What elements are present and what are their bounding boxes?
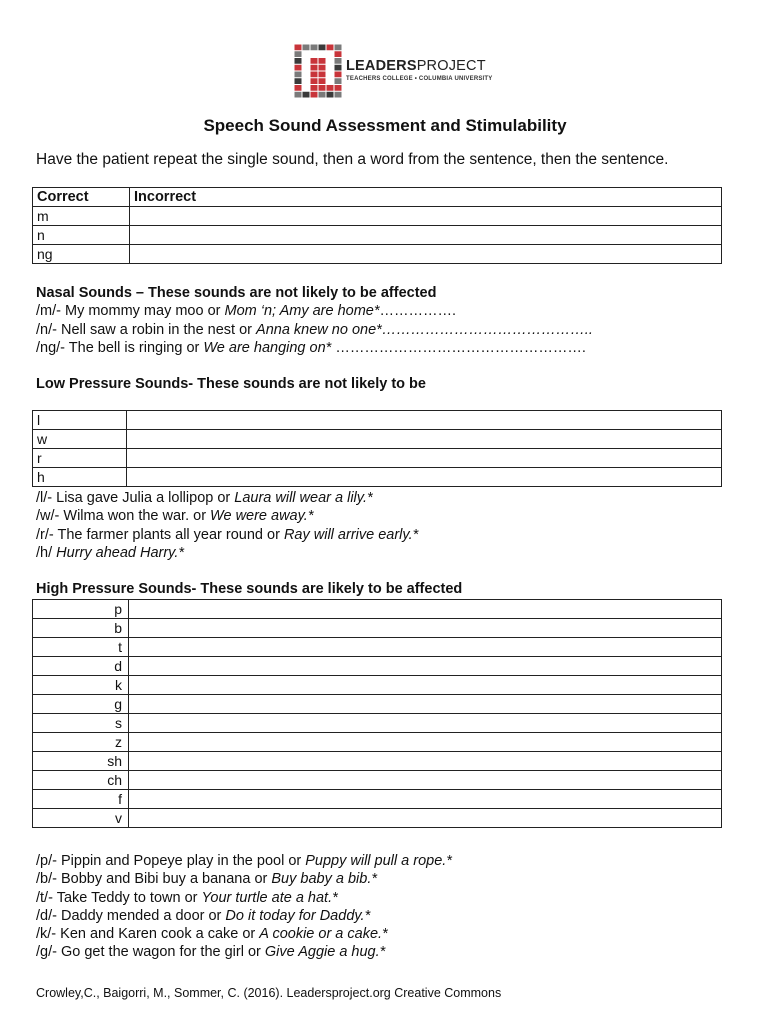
low-pressure-section [36, 489, 462, 598]
table-row [33, 790, 722, 809]
sentence-plain: My mommy may moo or [60, 303, 225, 320]
high-incorrect-cell[interactable] [129, 714, 722, 733]
table-row [33, 657, 722, 676]
high-incorrect-cell[interactable] [129, 771, 722, 790]
logo-name: LEADERSPROJECT [346, 58, 486, 74]
sentence-sound: /m/- [36, 303, 61, 320]
high-sound-cell: sh [33, 752, 129, 771]
high-incorrect-cell[interactable] [129, 752, 722, 771]
sentence-italic: Mom ‘n; Amy are home* [224, 303, 380, 320]
nasal-sounds-section [36, 284, 593, 393]
sentence-sound: /h/ [36, 544, 53, 561]
high-pressure-heading: High Pressure Sounds- These sounds are likely to be affected [36, 581, 463, 598]
logo-text [346, 58, 493, 82]
sentence-sound: /n/- [36, 321, 57, 338]
nasal-heading: Nasal Sounds – These sounds are not likely to be affected [36, 285, 437, 301]
nasal-incorrect-cell[interactable] [130, 245, 722, 264]
high-incorrect-cell[interactable] [129, 790, 722, 809]
sentence-line [36, 870, 452, 888]
sentence-line [36, 544, 462, 562]
page-title: Speech Sound Assessment and Stimulability [203, 116, 567, 135]
table-row [33, 695, 722, 714]
table-row [33, 733, 722, 752]
sentence-line [36, 302, 593, 320]
sentence-italic: Laura will wear a lily.* [234, 490, 373, 506]
high-sound-cell: b [33, 619, 129, 638]
high-sound-cell: t [33, 638, 129, 657]
table-row [33, 226, 722, 245]
nasal-sound-cell: ng [33, 245, 130, 264]
sentence-sound: /ng/- [36, 339, 66, 356]
table-row [33, 714, 722, 733]
sentence-plain: Go get the wagon for the girl or [56, 944, 265, 961]
high-incorrect-cell[interactable] [129, 733, 722, 752]
sentence-italic: Buy baby a bib.* [271, 871, 377, 888]
nasal-incorrect-cell[interactable] [130, 226, 722, 245]
table-row [33, 638, 722, 657]
sentence-line [36, 925, 452, 943]
sentence-sound: /t/- [36, 889, 53, 906]
nasal-sounds-table [32, 187, 722, 264]
low-incorrect-cell[interactable] [127, 468, 722, 487]
sentence-sound: /l/- [36, 490, 53, 506]
sentence-italic: Give Aggie a hug.* [264, 944, 386, 961]
sentence-italic: Do it today for Daddy.* [225, 907, 371, 924]
sentence-sound: /d/- [36, 907, 57, 924]
nasal-sound-cell: n [33, 226, 130, 245]
sentence-italic: Anna knew no one*…………………………………….. [256, 321, 593, 338]
high-sound-cell: ch [33, 771, 129, 790]
sentence-line [36, 943, 452, 961]
sentence-italic: We are hanging on* [203, 339, 332, 356]
table-row [33, 245, 722, 264]
sentence-sound: /k/- [36, 926, 57, 943]
high-incorrect-cell[interactable] [129, 638, 722, 657]
high-sound-cell: s [33, 714, 129, 733]
sentence-italic: Ray will arrive early.* [283, 526, 419, 543]
table-row [33, 207, 722, 226]
sentence-sound: /r/- [36, 526, 54, 543]
sentence-plain: Wilma won the war. or [59, 508, 211, 525]
table-row [33, 468, 722, 487]
nasal-sound-cell: m [33, 207, 130, 226]
leaders-project-logo [294, 44, 493, 98]
sentence-plain: The farmer plants all year round or [53, 526, 284, 543]
sentence-plain: Daddy mended a door or [56, 907, 226, 924]
high-sound-cell: g [33, 695, 129, 714]
low-incorrect-cell[interactable] [127, 430, 722, 449]
table-row [33, 430, 722, 449]
sentence-line [36, 852, 452, 870]
table-row [33, 449, 722, 468]
sentence-italic: We were away.* [210, 508, 314, 525]
sentence-plain: Ken and Karen cook a cake or [56, 926, 260, 943]
nasal-incorrect-cell[interactable] [130, 207, 722, 226]
sentence-italic: Puppy will pull a rope.* [305, 853, 452, 869]
logo-mosaic-icon [294, 44, 342, 98]
high-incorrect-cell[interactable] [129, 809, 722, 828]
table-row [33, 619, 722, 638]
high-pressure-sentences [36, 852, 452, 962]
low-sound-cell: r [33, 449, 127, 468]
correct-header: Correct [33, 188, 130, 207]
sentence-tail: ……………. [379, 303, 457, 320]
low-sound-cell: h [33, 468, 127, 487]
high-pressure-table [32, 599, 722, 828]
low-pressure-heading: Low Pressure Sounds- These sounds are not likely to be [36, 376, 426, 393]
table-header-row [33, 188, 722, 207]
incorrect-header: Incorrect [130, 188, 722, 207]
high-sound-cell: f [33, 790, 129, 809]
logo-subtitle: TEACHERS COLLEGE • COLUMBIA UNIVERSITY [346, 76, 493, 82]
high-incorrect-cell[interactable] [129, 657, 722, 676]
table-row [33, 809, 722, 828]
sentence-line [36, 526, 462, 544]
sentence-line [36, 507, 462, 525]
high-sound-cell: p [33, 600, 129, 619]
high-incorrect-cell[interactable] [129, 600, 722, 619]
sentence-sound: /b/- [36, 871, 57, 888]
sentence-plain: The bell is ringing or [65, 339, 204, 356]
table-row [33, 771, 722, 790]
high-sound-cell: d [33, 657, 129, 676]
high-incorrect-cell[interactable] [129, 695, 722, 714]
sentence-sound: /p/- [36, 853, 57, 869]
sentence-line [36, 889, 452, 907]
low-incorrect-cell[interactable] [127, 449, 722, 468]
sentence-sound: /g/- [36, 944, 57, 961]
sentence-plain: Nell saw a robin in the nest or [56, 321, 257, 338]
sentence-line [36, 907, 452, 925]
instructions: Have the patient repeat the single sound, then a word from the sentence, then the sentence. [36, 151, 669, 168]
sentence-line [36, 489, 462, 507]
sentence-plain: Lisa gave Julia a lollipop or [52, 490, 235, 506]
sentence-sound: /w/- [36, 508, 60, 525]
low-pressure-table [32, 410, 722, 487]
high-sound-cell: k [33, 676, 129, 695]
table-row [33, 752, 722, 771]
table-row [33, 411, 722, 430]
high-sound-cell: z [33, 733, 129, 752]
table-row [33, 676, 722, 695]
high-incorrect-cell[interactable] [129, 619, 722, 638]
sentence-italic: Hurry ahead Harry.* [56, 544, 185, 561]
sentence-italic: Your turtle ate a hat.* [201, 889, 338, 906]
sentence-italic: A cookie or a cake.* [259, 926, 388, 943]
high-sound-cell: v [33, 809, 129, 828]
low-sound-cell: l [33, 411, 127, 430]
footer-citation: Crowley,C., Baigorri, M., Sommer, C. (2016). Leadersproject.org Creative Commons [36, 986, 502, 1000]
high-incorrect-cell[interactable] [129, 676, 722, 695]
sentence-line [36, 321, 593, 339]
sentence-plain: Take Teddy to town or [52, 889, 202, 906]
low-sound-cell: w [33, 430, 127, 449]
sentence-tail: ……………………………………………. [331, 339, 586, 356]
low-incorrect-cell[interactable] [127, 411, 722, 430]
table-row [33, 600, 722, 619]
sentence-line [36, 339, 593, 357]
sentence-plain: Bobby and Bibi buy a banana or [56, 871, 272, 888]
sentence-plain: Pippin and Popeye play in the pool or [56, 853, 306, 869]
